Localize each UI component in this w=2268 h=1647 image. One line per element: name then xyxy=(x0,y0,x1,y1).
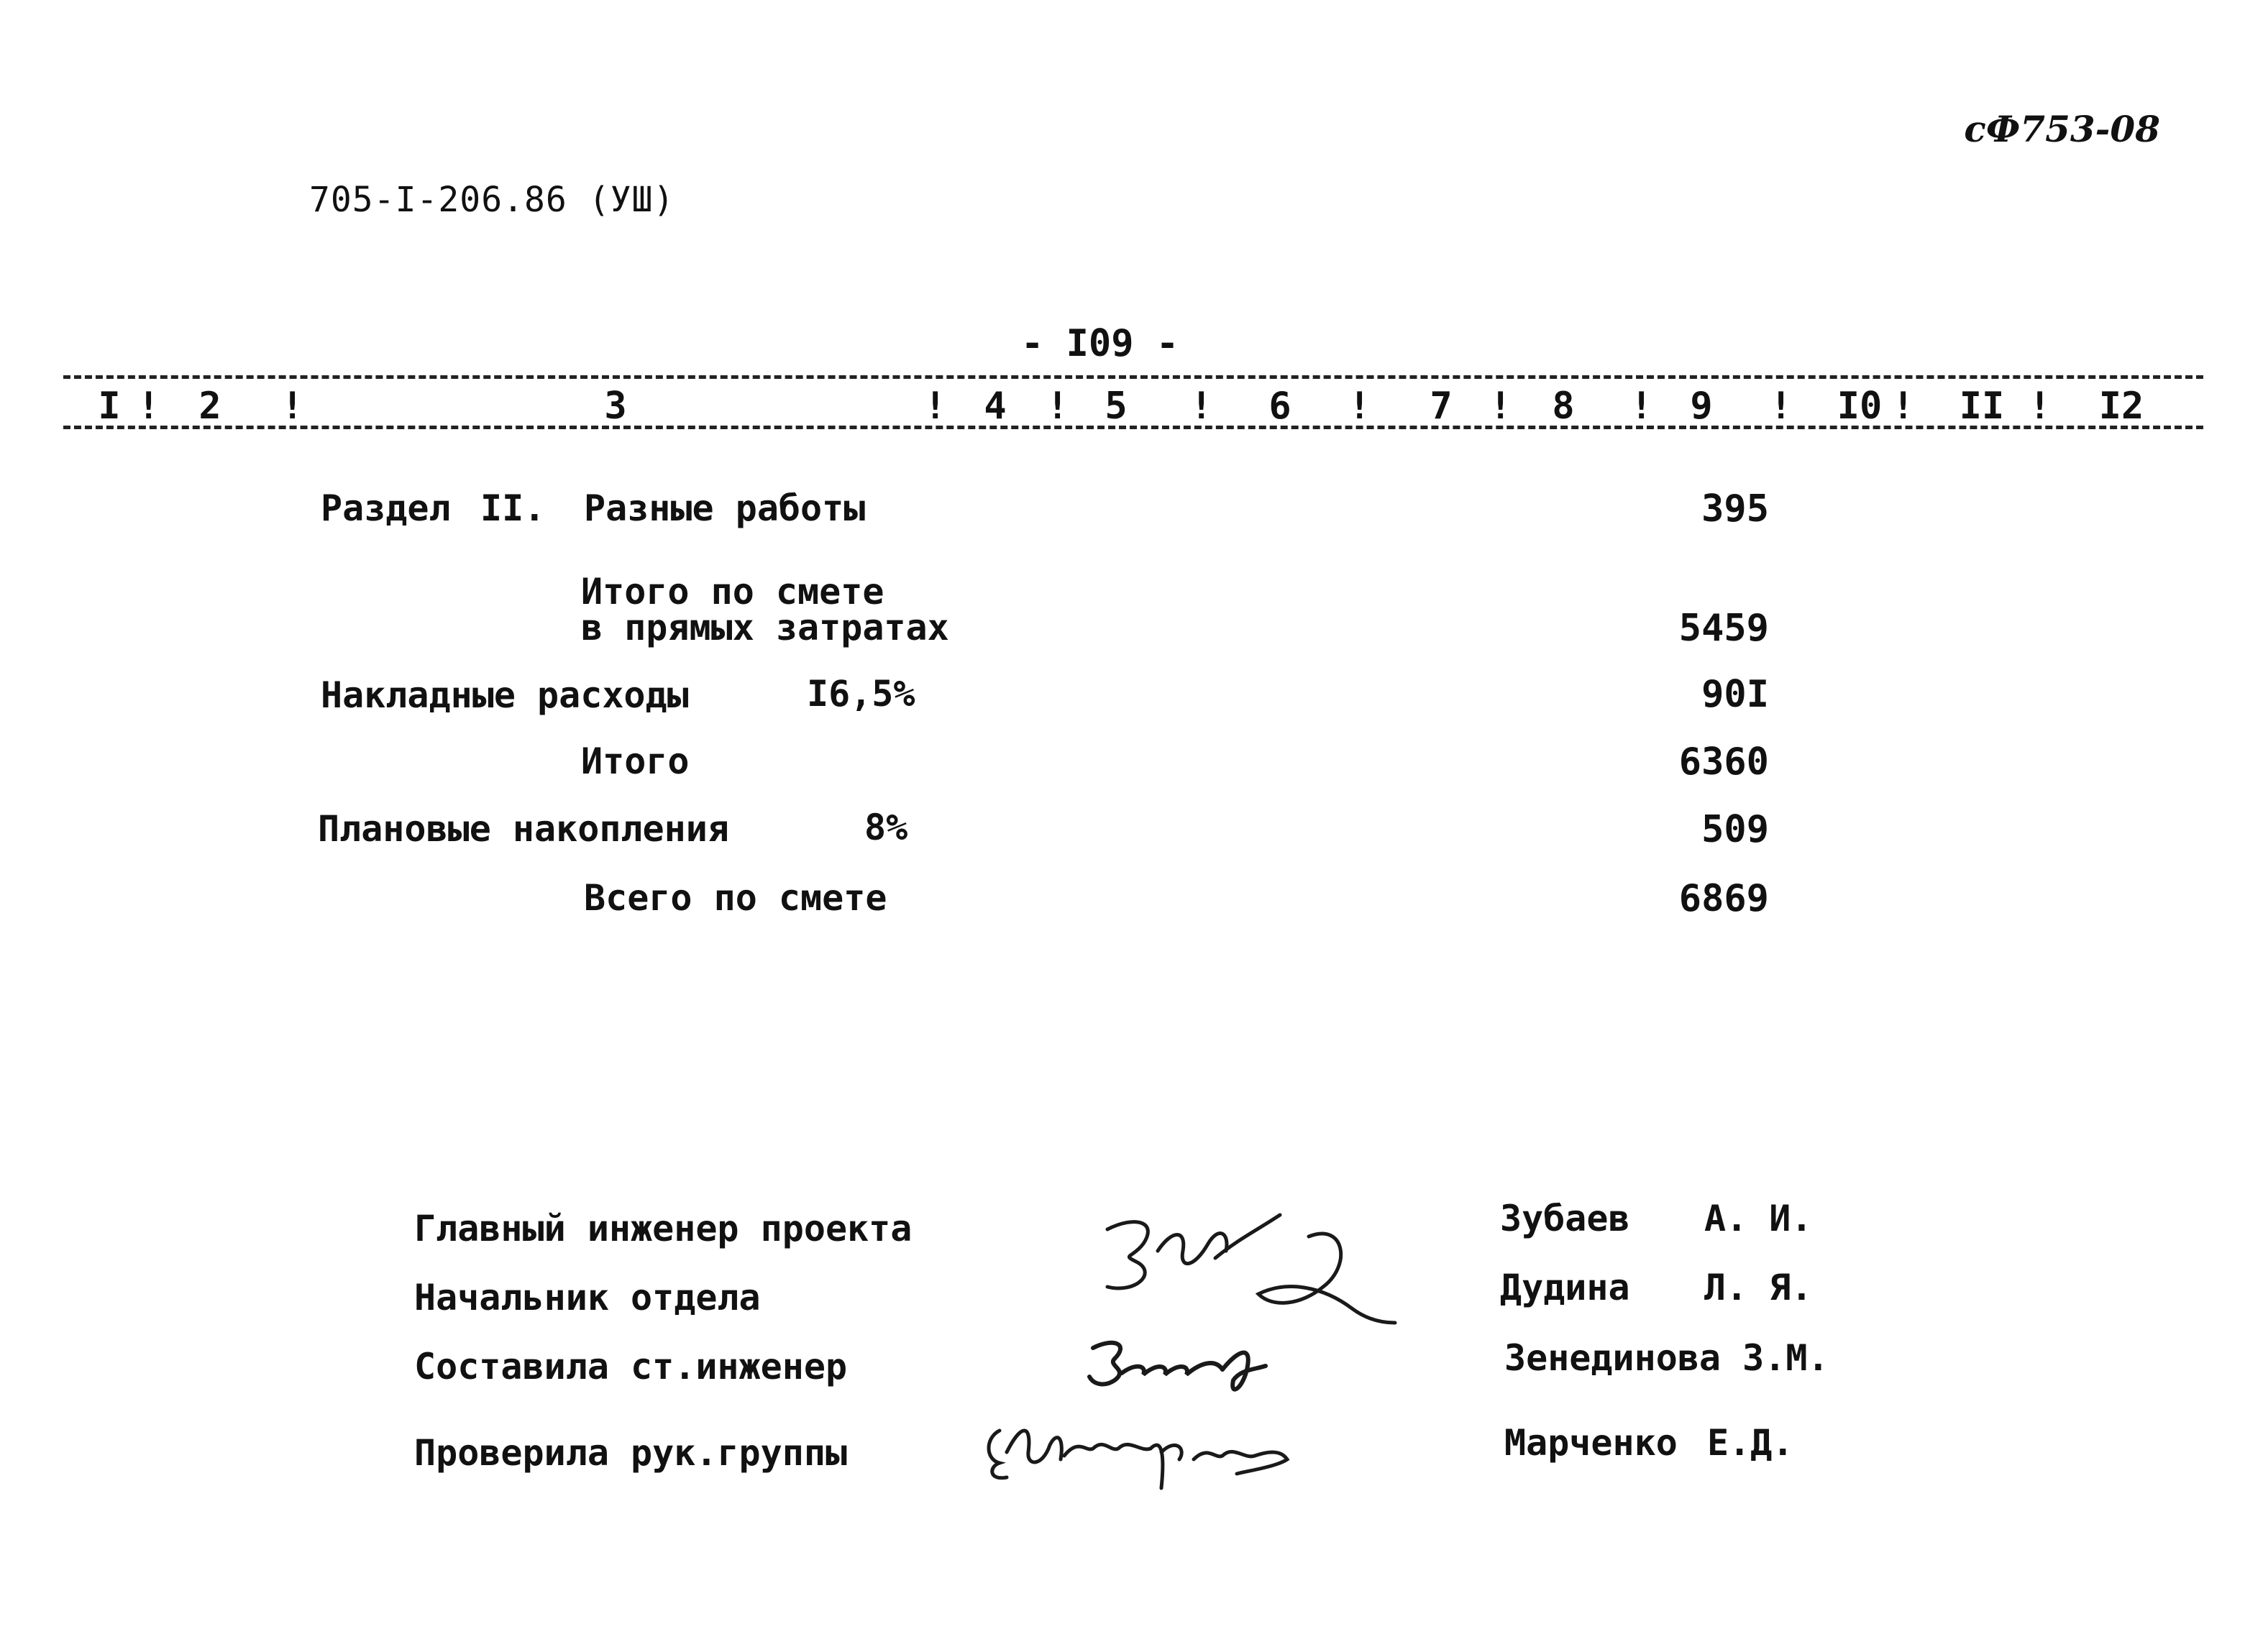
section-number: II. xyxy=(480,487,546,529)
header-rule-top xyxy=(63,375,2203,379)
row-planned-savings-rate: 8% xyxy=(864,807,908,848)
column-number: I2 xyxy=(2098,385,2144,428)
row-subtotal-direct-amount: 5459 xyxy=(1678,607,1769,650)
column-number: 3 xyxy=(604,385,627,428)
row-planned-savings-amount: 509 xyxy=(1701,808,1769,851)
signature-initials-marchenko: Е.Д. xyxy=(1707,1422,1794,1464)
signature-name-zenedinova: Зенединова З.М. xyxy=(1504,1337,1829,1379)
section-title: Разные работы xyxy=(584,487,866,529)
column-separator: ! xyxy=(924,385,947,428)
column-separator: ! xyxy=(1046,385,1069,428)
column-separator: ! xyxy=(1630,385,1653,428)
signature-name-zubaev: Зубаев xyxy=(1500,1198,1630,1239)
column-number: I0 xyxy=(1837,385,1883,428)
column-separator: ! xyxy=(1190,385,1213,428)
row-subtotal-label: Итого xyxy=(581,740,690,782)
handwritten-signature-chief-engineer xyxy=(1093,1201,1409,1347)
signature-name-dudina: Дудина xyxy=(1500,1267,1630,1308)
row-subtotal-direct-line2: в прямых затратах xyxy=(581,607,949,648)
row-planned-savings-label: Плановые накопления xyxy=(318,808,729,850)
handwritten-signature-checked-by xyxy=(978,1409,1309,1513)
signature-role-department-head: Начальник отдела xyxy=(414,1277,761,1318)
signature-initials-dudina: Л. Я. xyxy=(1704,1267,1813,1308)
row-subtotal-amount: 6360 xyxy=(1678,740,1769,784)
column-number: 8 xyxy=(1552,385,1575,428)
column-separator: ! xyxy=(1770,385,1793,428)
column-separator: ! xyxy=(1348,385,1371,428)
signature-initials-zubaev: А. И. xyxy=(1704,1198,1813,1239)
signature-name-marchenko: Марченко xyxy=(1504,1422,1678,1464)
row-grand-total-label: Всего по смете xyxy=(584,877,887,919)
column-number: 5 xyxy=(1105,385,1128,428)
row-overhead-rate: I6,5% xyxy=(807,673,915,715)
signature-role-checked-by: Проверила рук.группы xyxy=(414,1432,848,1474)
signature-role-chief-engineer: Главный инженер проекта xyxy=(414,1208,913,1249)
column-separator: ! xyxy=(1489,385,1512,428)
row-overhead-label: Накладные расходы xyxy=(321,674,689,716)
column-separator: ! xyxy=(1892,385,1915,428)
column-number: 6 xyxy=(1268,385,1291,428)
row-subtotal-direct-line1: Итого по смете xyxy=(581,571,884,613)
column-number: 7 xyxy=(1430,385,1453,428)
column-separator: ! xyxy=(137,385,160,428)
column-number: 9 xyxy=(1690,385,1713,428)
column-number: 2 xyxy=(198,385,221,428)
signature-role-compiled-by: Составила ст.инженер xyxy=(414,1346,848,1387)
row-grand-total-amount: 6869 xyxy=(1678,877,1769,920)
column-number: 4 xyxy=(984,385,1007,428)
column-number: II xyxy=(1959,385,2005,428)
column-separator: ! xyxy=(2029,385,2052,428)
page-number: - I09 - xyxy=(1021,322,1179,365)
document-number: 705-I-206.86 (УШ) xyxy=(309,180,675,220)
corner-code: сФ753-08 xyxy=(1964,108,2160,150)
row-overhead-amount: 90I xyxy=(1701,673,1769,716)
column-separator: ! xyxy=(281,385,304,428)
section-amount: 395 xyxy=(1701,487,1769,531)
column-number: I xyxy=(98,385,121,428)
handwritten-signature-compiled-by xyxy=(1079,1330,1280,1412)
section-label: Раздел xyxy=(321,487,451,529)
